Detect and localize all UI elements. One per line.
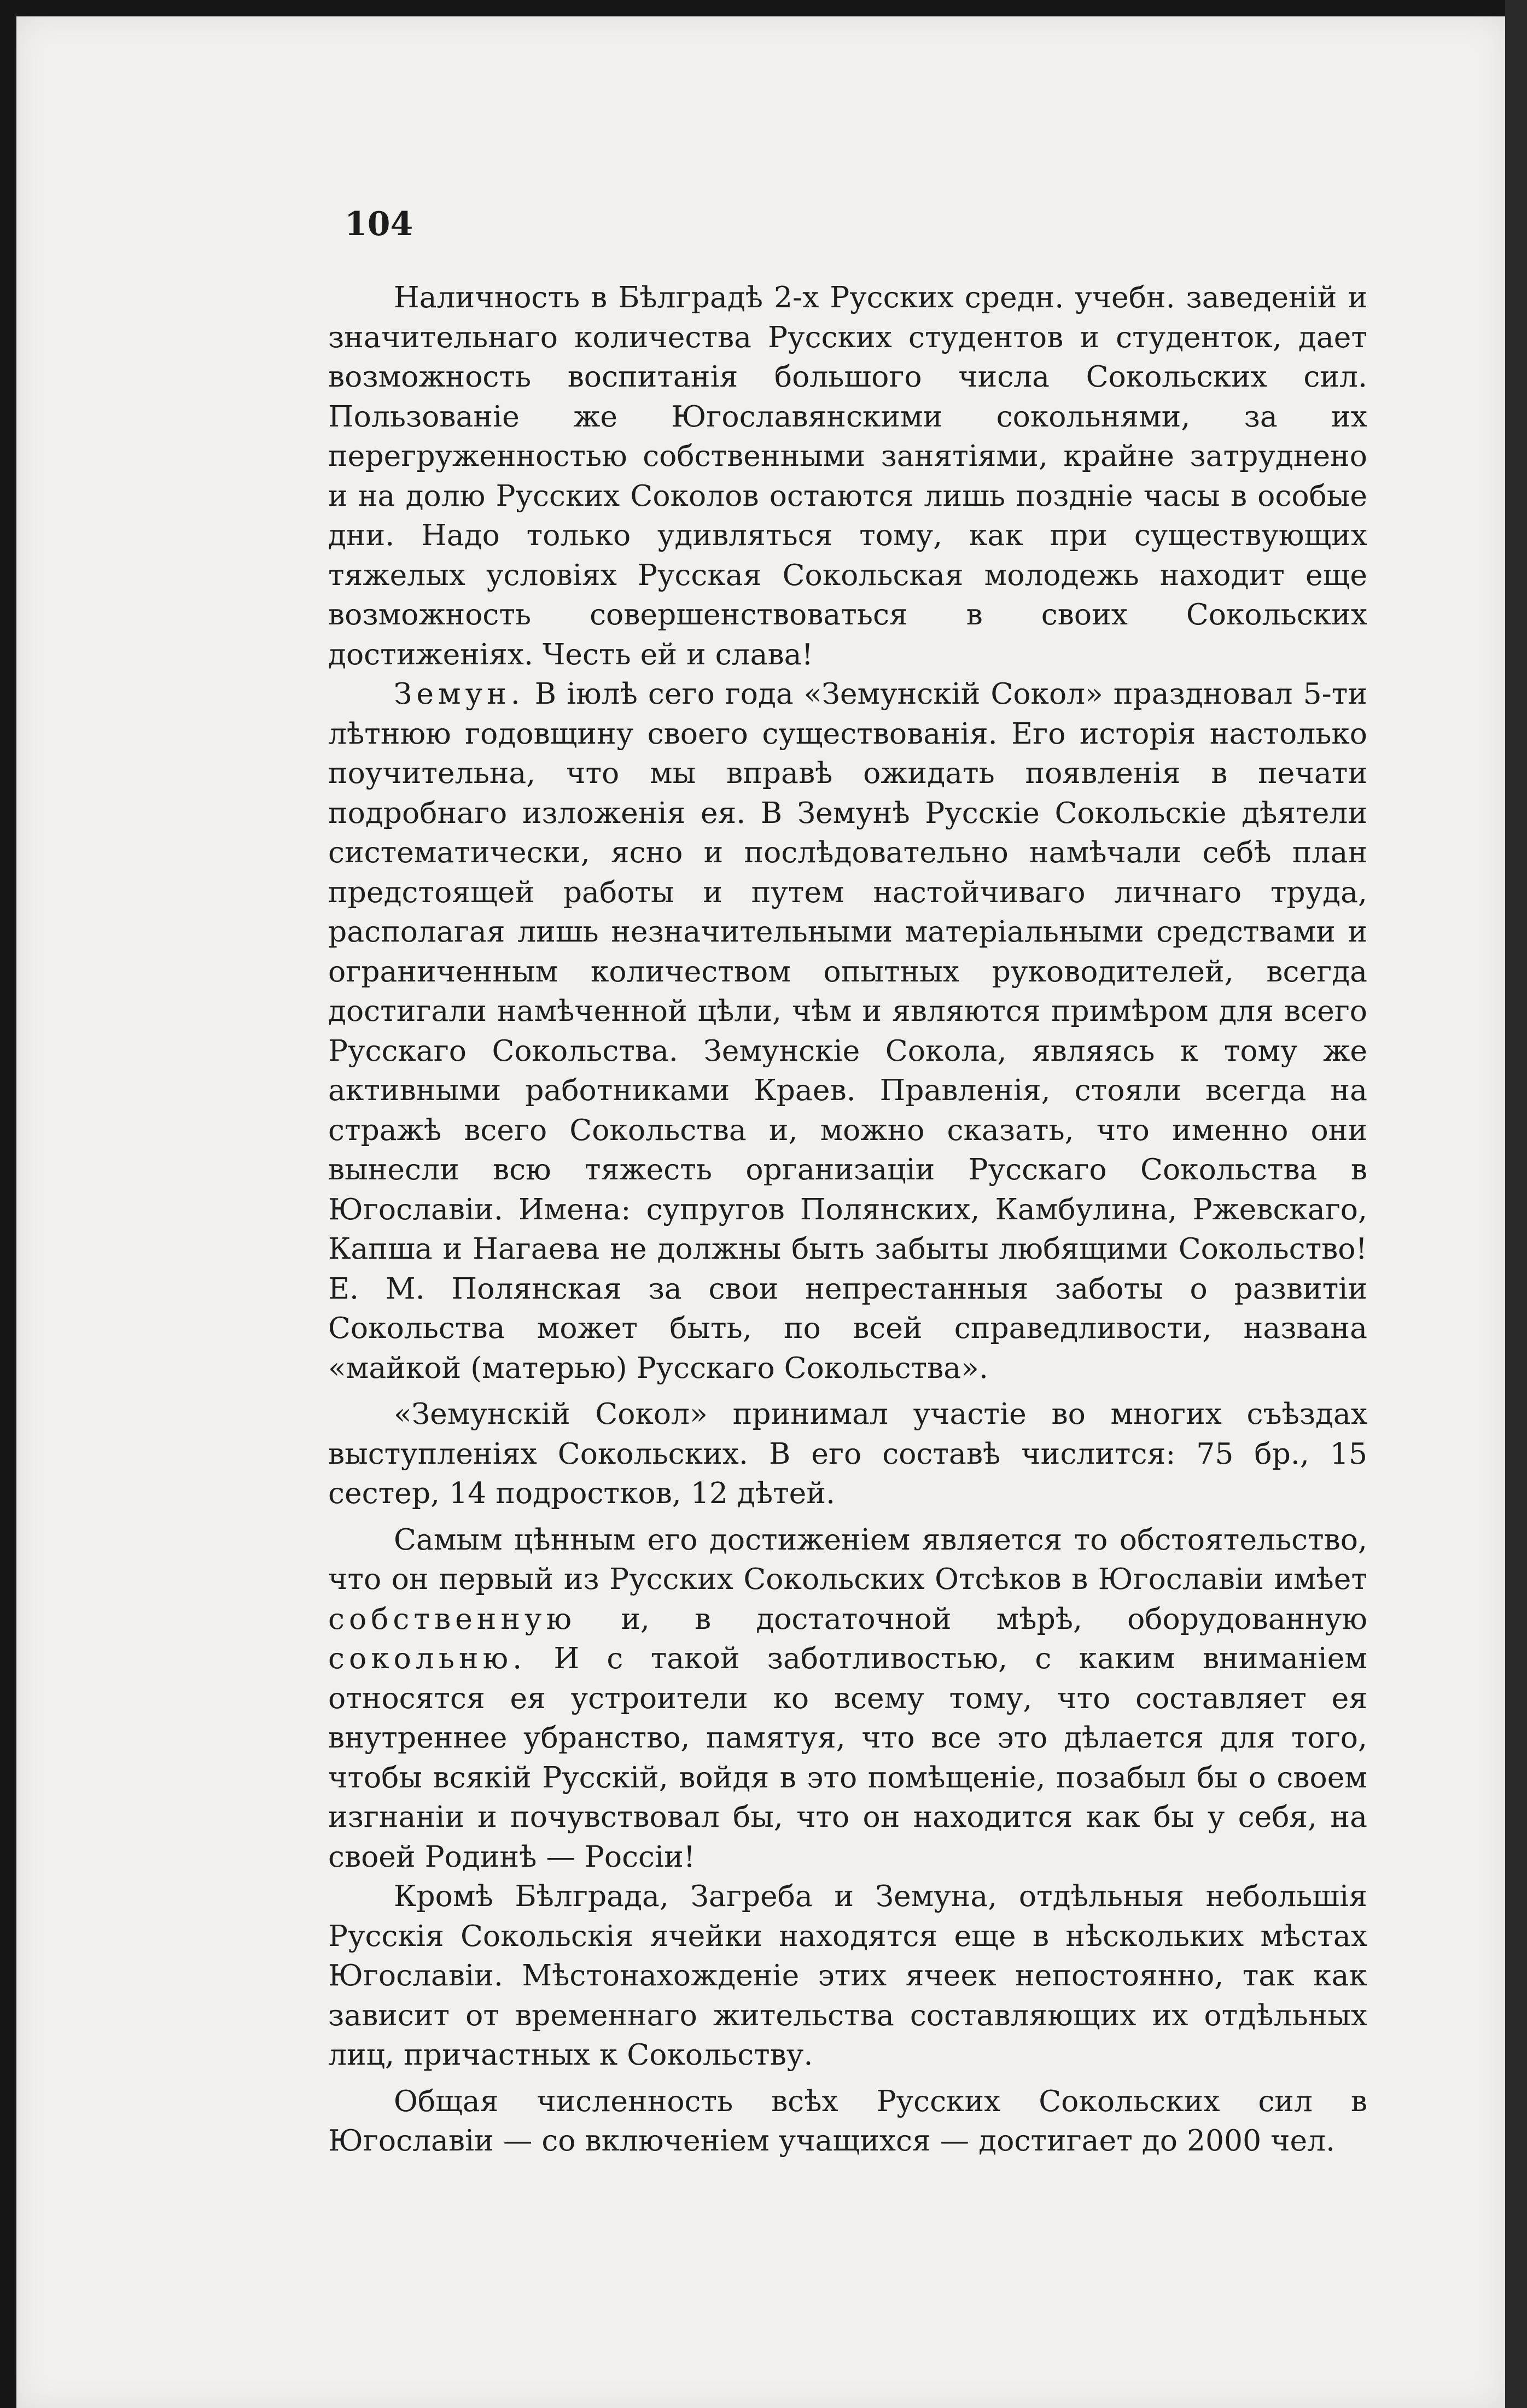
scan-edge [1505, 0, 1527, 2408]
achievement-text-after: И с такой заботливостью, с каким вниманіем относятся ея устроители ко всему тому, что составляет ея внутреннее убранство, памятуя, что все это дѣлается для того, чтобы всякій Русскій, войдя в это помѣщеніе, позабыл бы о своем изгнаніи и почувствовал бы, что он находится как бы у себя, на своей Родинѣ — Россіи! [328, 1641, 1367, 1874]
book-page [16, 16, 1505, 2408]
emphasis-gym: сокольню. [328, 1641, 527, 1675]
paragraph-zemun-membership: «Земунскій Сокол» принимал участіе во многих съѣздах выступленіях Сокольских. В его составѣ числится: 75 бр., 15 сестер, 14 подростков, 12 дѣтей. [328, 1396, 1367, 1510]
paragraph-other-cells: Кромѣ Бѣлграда, Загреба и Земуна, отдѣльныя небольшія Русскія Сокольскія ячейки находятся еще в нѣскольких мѣстах Югославіи. Мѣстонахожденіе этих ячеек непостоянно, так как зависит от временнаго жительства составляющих их отдѣльных лиц, причастных к Сокольству. [328, 1879, 1367, 2072]
achievement-text-before: Самым цѣнным его достиженіем является то обстоятельство, что он первый из Русских Сокольских Отсѣков в Югославіи имѣет [328, 1522, 1367, 1596]
paragraph-zemun-achievement [328, 1520, 1367, 1877]
paragraph-zemun-history [328, 674, 1367, 1388]
zemun-heading-word: Земун. [394, 676, 524, 711]
zemun-history-text: В іюлѣ сего года «Земунскій Сокол» праздновал 5-ти лѣтнюю годовщину своего существованія. Его исторія настолько поучительна, что мы вправѣ ожидать появленія в печати подробнаго изложенія ея. В Земунѣ Русскіе Сокольскіе дѣятели систематически, ясно и послѣдовательно намѣчали себѣ план предстоящей работы и путем настойчиваго личнаго труда, располагая лишь незначительными матеріальными средствами и ограниченным количеством опытных руководителей, всегда достигали намѣченной цѣли, чѣм и являются примѣром для всего Русскаго Сокольства. Земунскіе Сокола, являясь к тому же активными работниками Краев. Правленія, стояли всегда на стражѣ всего Сокольства и, можно сказать, что именно они вынесли всю тяжесть организаціи Русскаго Сокольства в Югославіи. Имена: супругов Полянских, Камбулина, Ржевскаго, Капша и Нагаева не должны быть забыты любящими Сокольство! Е. М. Полянская за свои непрестанныя заботы о развитіи Сокольства может быть, по всей справедливости, названа «майкой (матерью) Русскаго Сокольства». [328, 676, 1367, 1385]
page-number: 104 [345, 205, 413, 243]
paragraph-total-strength: Общая численность всѣх Русских Сокольских сил в Югославіи — со включеніем учащихся — достигает до 2000 чел. [328, 2083, 1367, 2158]
paragraph-belgrade-resources: Наличность в Бѣлградѣ 2-х Русских средн. учебн. заведеній и значительнаго количества Русских студентов и студенток, дает возможность воспитанія большого числа Сокольских сил. Пользованіе же Югославянскими сокольнями, за их перегруженностью собственными занятіями, крайне затруднено и на долю Русских Соколов остаются лишь поздніе часы в особые дни. Надо только удивляться тому, как при существующих тяжелых условіях Русская Сокольская молодежь находит еще возможность совершенствоваться в своих Сокольских достиженіях. Честь ей и слава! [328, 280, 1367, 671]
achievement-text-mid: и, в достаточной мѣрѣ, оборудованную [576, 1601, 1367, 1636]
emphasis-own: собственную [328, 1601, 576, 1636]
page-body-text [328, 278, 1367, 2161]
